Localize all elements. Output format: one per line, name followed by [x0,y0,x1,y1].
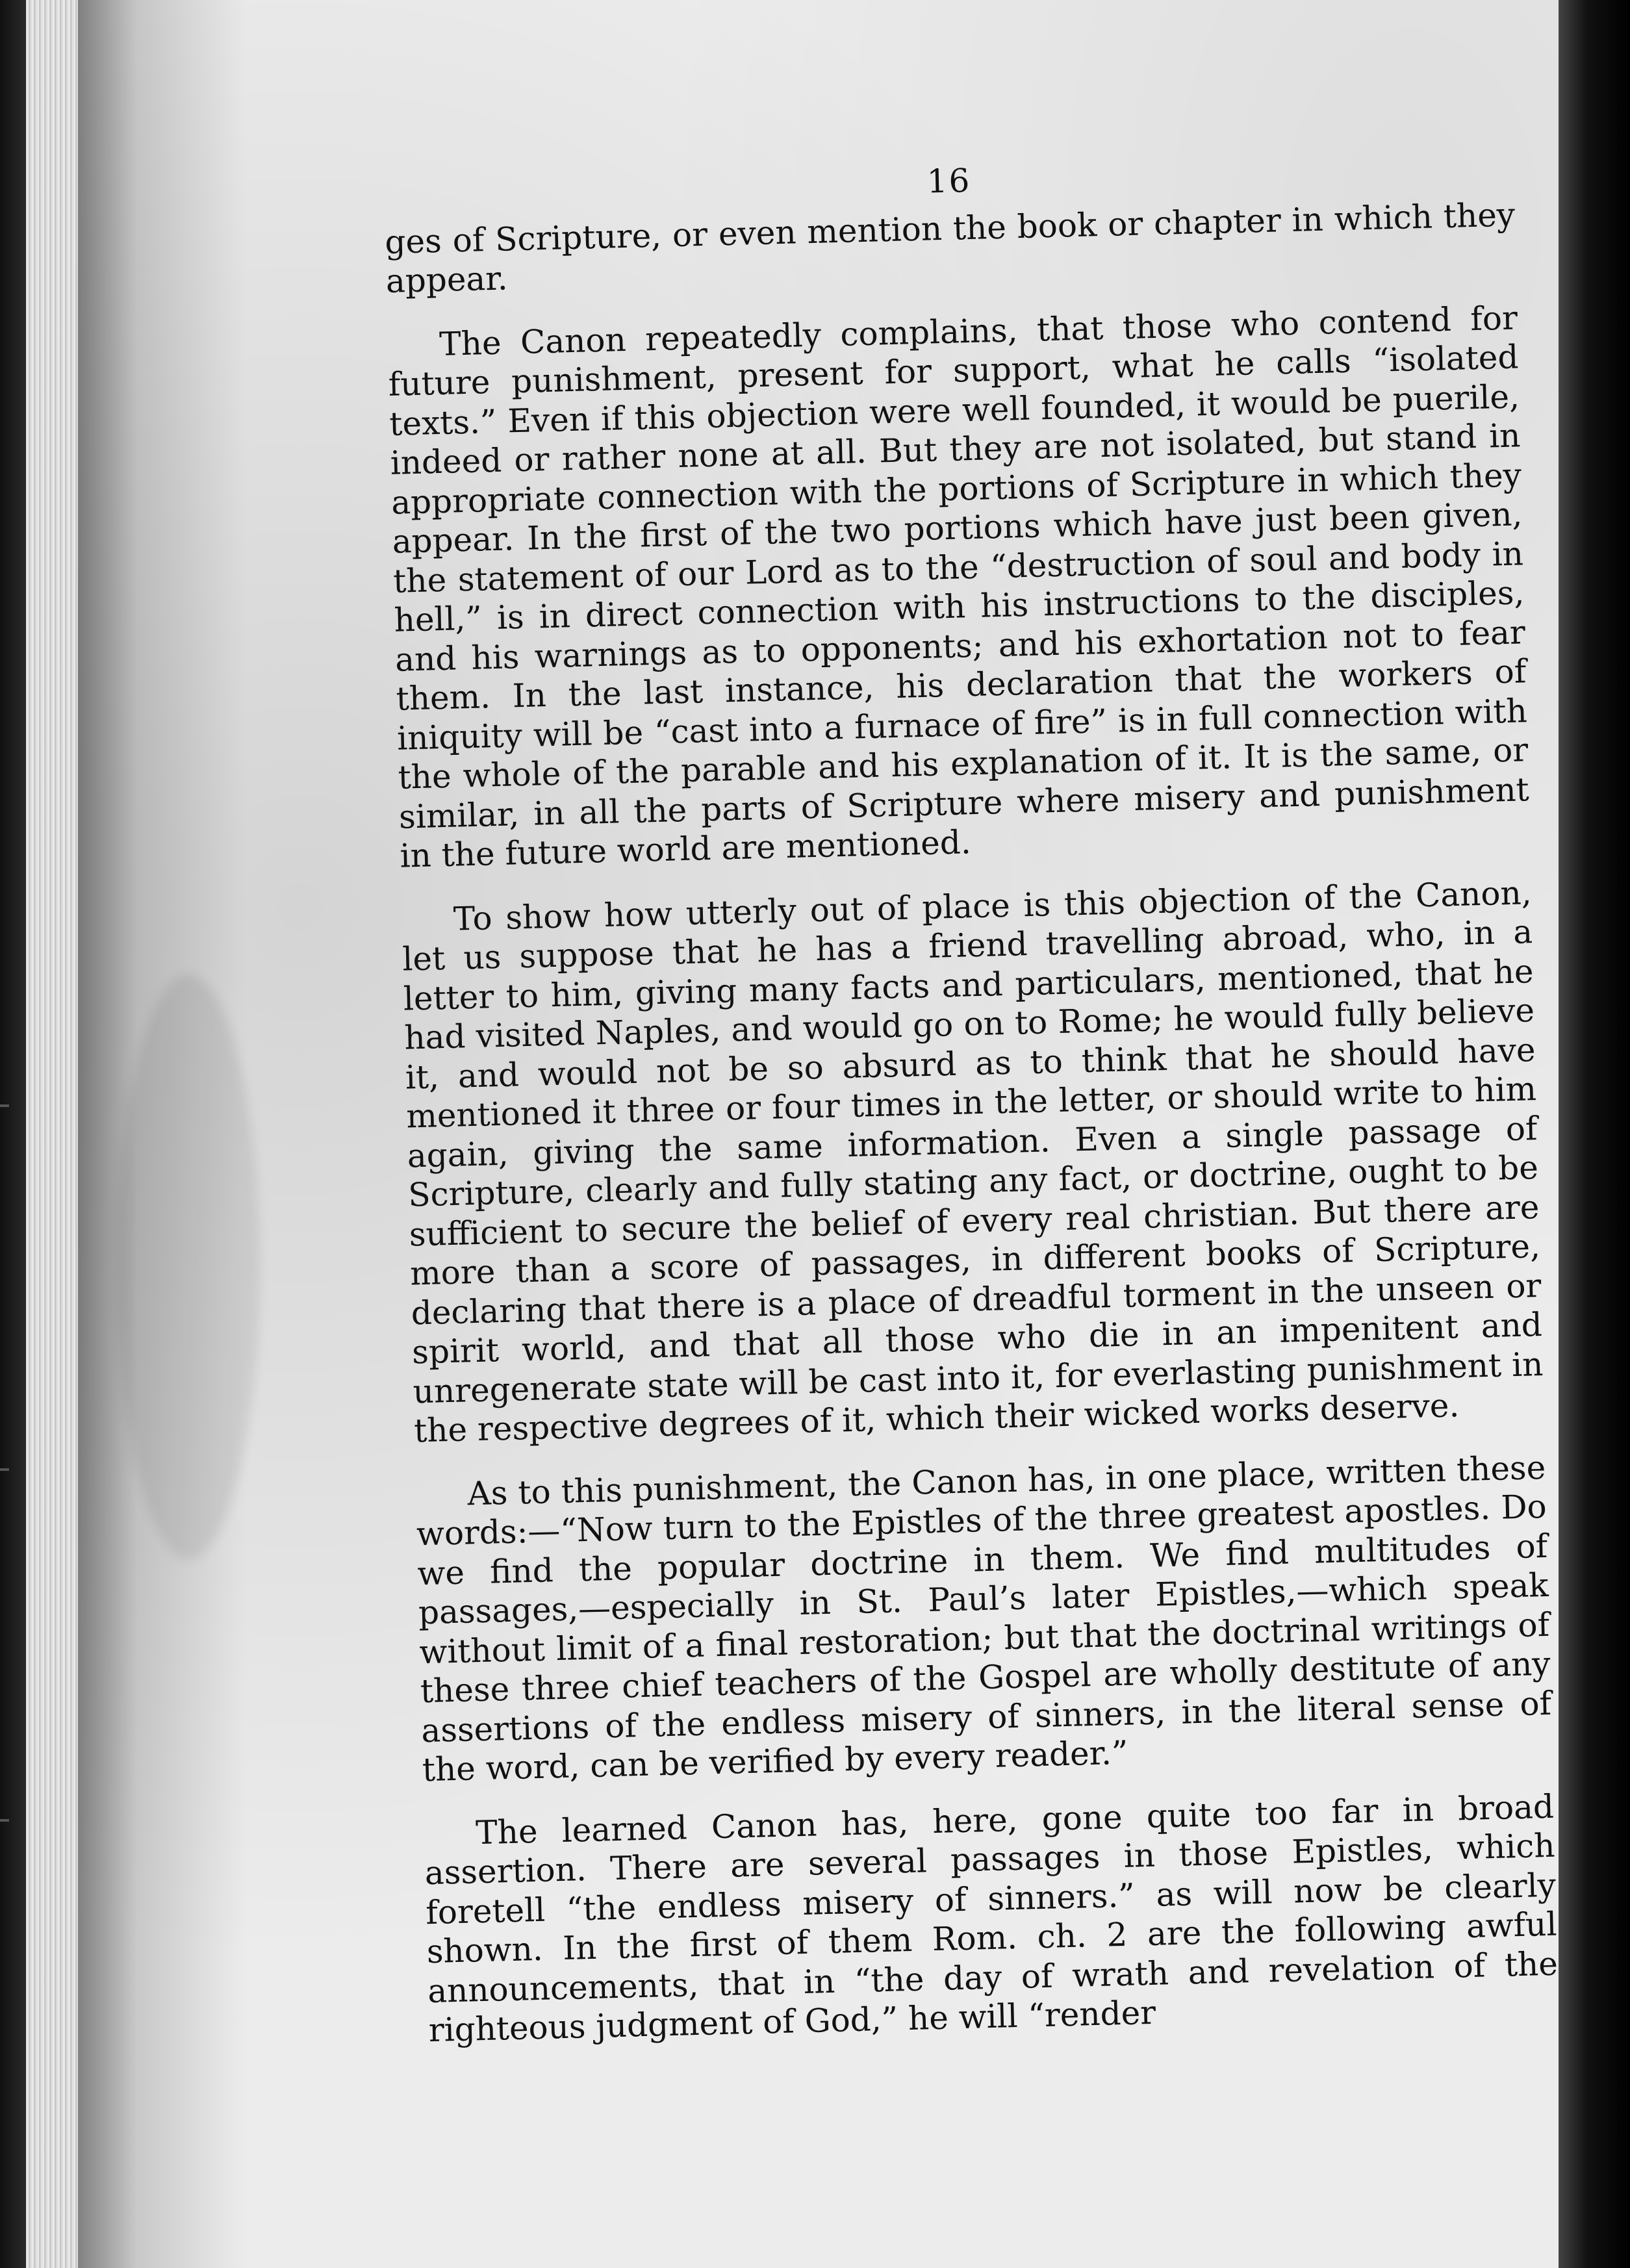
binding-marks [0,0,78,2268]
paragraph-friend-analogy: To show how utterly out of place is this objection of the Canon, let us suppose that he has a friend travelling abroad, who, in a letter to him, giving many facts and particulars, mentioned, that he had visited Naples, and would go on to Rome; he would fully believe it, and would not be so absurd as to think that he should have mentioned it three or four times in the letter, or should write to him again, giving the same information. Even a single passage of Scripture, clearly and fully stating any fact, or doctrine, ought to be sufficient to secure the belief of every real christian. But there are more than a score of passages, in different books of Scripture, declaring that there is a place of dreadful torment in the unseen or spirit world, and that all those who die in an impenitent and unregenerate state will be cast into it, for everlasting punishment in the respective degrees of it, which their wicked works deserve. [401,873,1544,1450]
page-text-block [383,147,1560,2074]
paragraph-isolated-texts: The Canon repeatedly complains, that those who contend for future punishment, present for support, what he calls “isolated texts.” Even if this objection were well founded, it would be puerile, indeed or rather none at all. But they are not isolated, but stand in appropriate connection with the portions of Scripture in which they appear. In the first of the two portions which have just been given, the statement of our Lord as to the “destruction of soul and body in hell,” is in direct connection with his instructions to the disciples, and his warnings as to opponents; and his exhortation not to fear them. In the last instance, his declaration that the workers of iniquity will be “cast into a furnace of fire” is in full connection with the whole of the parable and his explanation of it. It is the same, or similar, in all the parts of Scripture where misery and punishment in the future world are mentioned. [388,298,1530,875]
scan-right-edge [1559,0,1630,2268]
page-number: 16 [926,161,971,201]
paragraph-continuation: ges of Scripture, or even mention the book or chapter in which they appear. [384,195,1516,300]
paragraph-broad-assertion: The learned Canon has, here, gone quite too far in broad assertion. There are several passages in those Epistles, which foretell “the endless misery of sinners.” as will now be clearly shown. In the first of them Rom. ch. 2 are the following awful announcements, that in “the day of wrath and revelation of the righteous judgment of God,” he will “render [424,1787,1559,2050]
paper-stain [117,975,260,1559]
paragraph-epistles-quote: As to this punishment, the Canon has, in one place, written these words:—“Now turn to the Epistles of the three greatest apostles. Do we find the popular doctrine in them. We find multitudes of passages,—especially in St. Paul’s later Epistles,—which speak without limit of a final restoration; but that the doctrinal writings of these three chief teachers of the Gospel are wholly destitute of any assertions of the endless misery of sinners, in the literal sense of the word, can be verified by every reader.” [416,1448,1552,1789]
book-page [78,0,1559,2268]
